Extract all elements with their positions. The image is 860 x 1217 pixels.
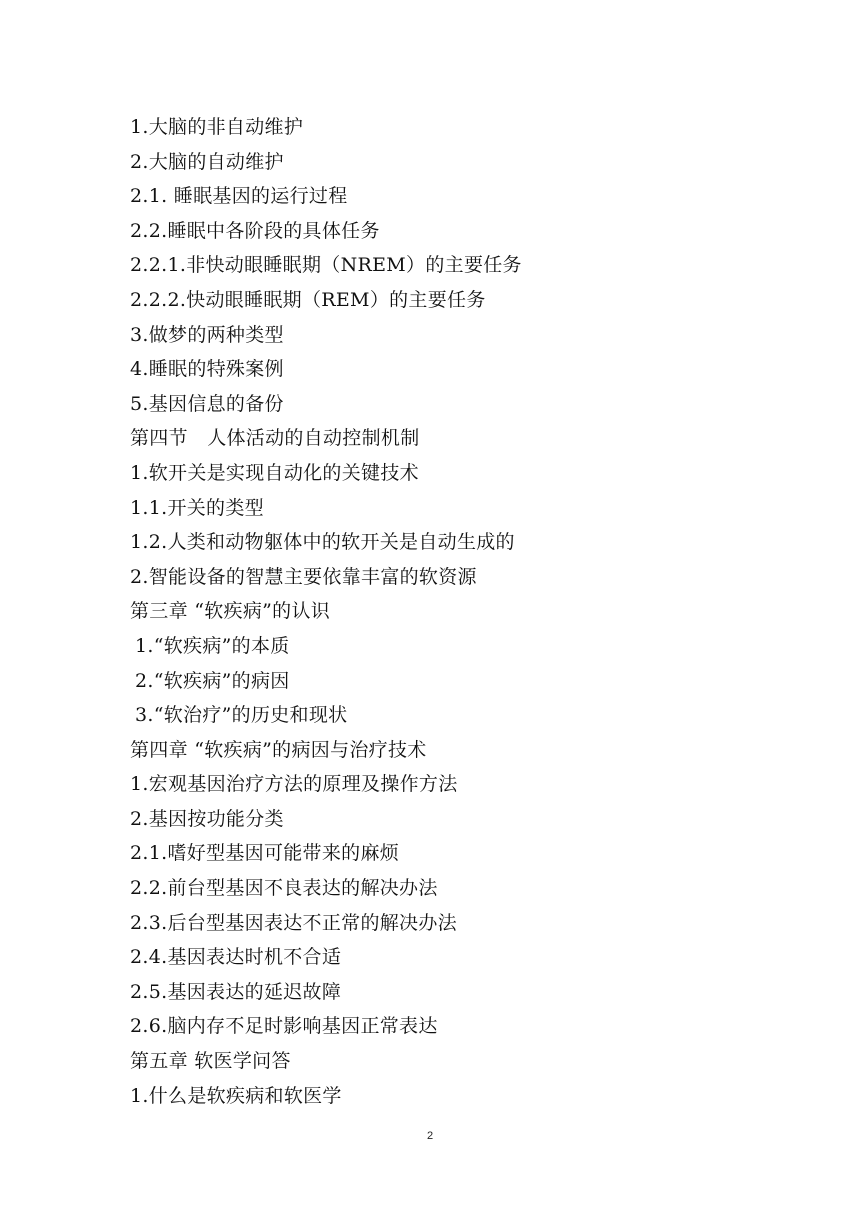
toc-line: 2.4.基因表达时机不合适 [130, 946, 342, 969]
toc-line: 2.智能设备的智慧主要依靠丰富的软资源 [130, 565, 477, 588]
toc-line: 2.3.后台型基因表达不正常的解决办法 [130, 911, 457, 934]
toc-chapter-heading: 第三章 “软疾病”的认识 [130, 600, 331, 623]
toc-line: 2.1. 睡眠基因的运行过程 [130, 185, 348, 208]
toc-line: 2.“软疾病”的病因 [135, 669, 290, 692]
toc-line: 3.“软治疗”的历史和现状 [135, 704, 348, 727]
toc-line: 1.软开关是实现自动化的关键技术 [130, 461, 419, 484]
toc-line: 2.5.基因表达的延迟故障 [130, 980, 342, 1003]
toc-line: 2.大脑的自动维护 [130, 150, 284, 173]
toc-line: 1.什么是软疾病和软医学 [130, 1084, 342, 1107]
toc-line: 2.基因按功能分类 [130, 807, 284, 830]
toc-section-heading: 第四节 人体活动的自动控制机制 [130, 427, 420, 450]
toc-line: 2.1.嗜好型基因可能带来的麻烦 [130, 842, 400, 865]
toc-chapter-heading: 第五章 软医学问答 [130, 1050, 291, 1073]
table-of-contents [130, 110, 770, 1113]
toc-line: 2.2.睡眠中各阶段的具体任务 [130, 219, 380, 242]
toc-line: 1.大脑的非自动维护 [130, 116, 304, 138]
toc-line: 1.“软疾病”的本质 [135, 634, 290, 657]
toc-line: 1.2.人类和动物躯体中的软开关是自动生成的 [130, 531, 515, 554]
page-number: 2 [426, 1130, 434, 1142]
toc-line: 2.2.前台型基因不良表达的解决办法 [130, 877, 438, 900]
toc-chapter-heading: 第四章 “软疾病”的病因与治疗技术 [130, 738, 427, 761]
toc-line: 2.2.1.非快动眼睡眠期（NREM）的主要任务 [130, 254, 522, 277]
toc-line: 5.基因信息的备份 [130, 392, 284, 415]
toc-line: 2.6.脑内存不足时影响基因正常表达 [130, 1015, 438, 1038]
toc-line: 4.睡眠的特殊案例 [130, 358, 284, 381]
toc-line: 2.2.2.快动眼睡眠期（REM）的主要任务 [130, 288, 486, 311]
toc-line: 1.1.开关的类型 [130, 496, 264, 519]
toc-line: 3.做梦的两种类型 [130, 323, 284, 346]
toc-line: 1.宏观基因治疗方法的原理及操作方法 [130, 773, 458, 796]
